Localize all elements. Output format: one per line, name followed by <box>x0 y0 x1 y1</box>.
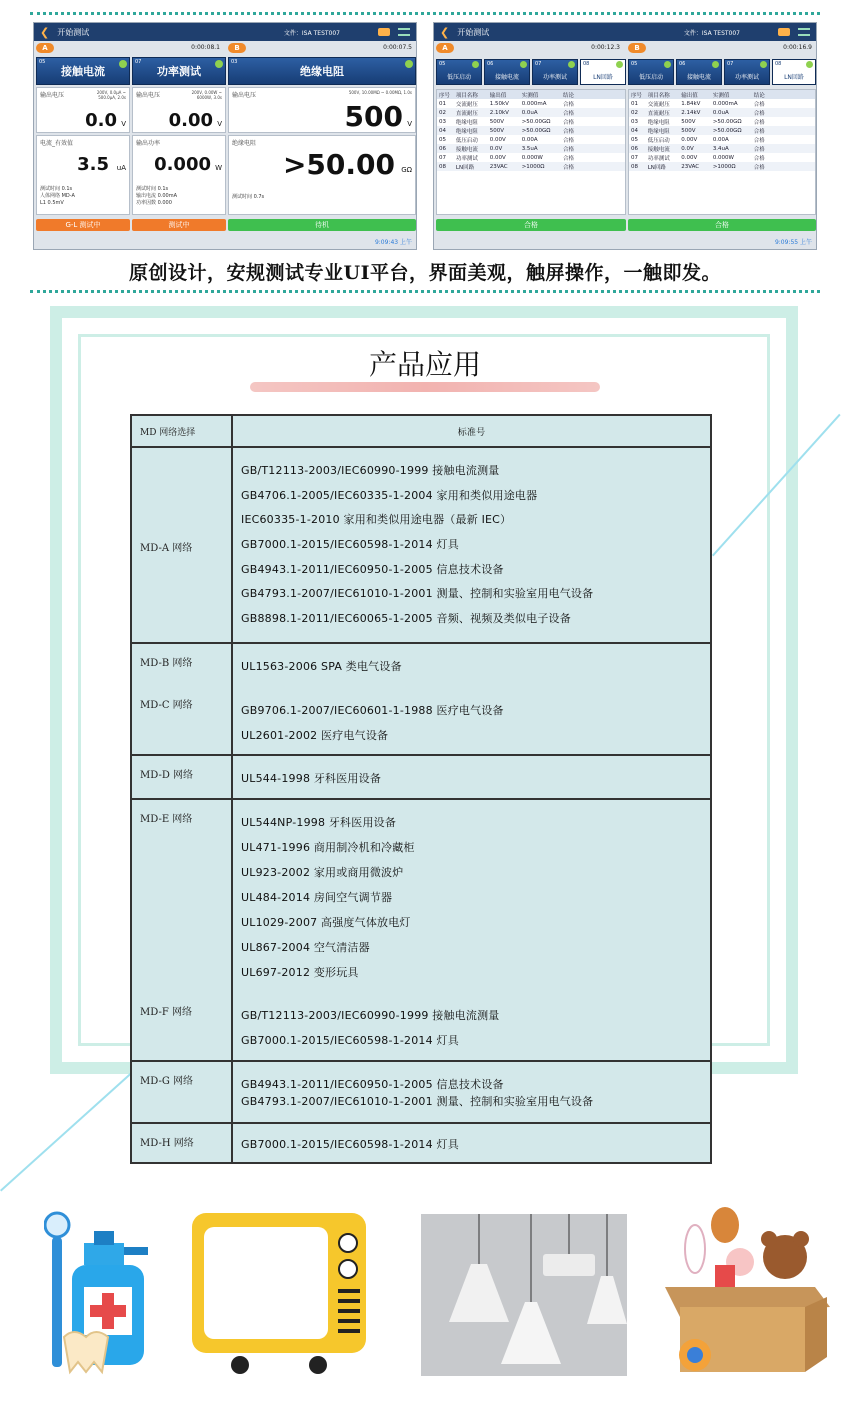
network-cell <box>132 1062 233 1122</box>
table-cell: 05 <box>631 136 638 143</box>
table-cell: 0.00A <box>521 136 538 143</box>
channel-b-tag: B <box>628 43 646 53</box>
standard-item: GB4943.1-2011/IEC60950-1-2005 信息技术设备 <box>241 563 504 576</box>
channel-a-time: 0:00:12.3 <box>591 44 620 51</box>
table-cell: 合格 <box>753 128 765 135</box>
table-cell: 500V <box>681 118 696 125</box>
table-cell: 04 <box>631 127 638 134</box>
footer-line: 测试时间 0.1s <box>40 186 73 192</box>
tab-number: 08 <box>775 61 782 67</box>
table-cell: >50.00GΩ <box>521 127 551 134</box>
network-cell <box>132 644 233 754</box>
table-cell: 2.14kV <box>681 109 701 116</box>
reading-spec: 200V, 0.00W ~ 6000W, 3.0s <box>191 90 222 100</box>
footer-line: 输出电流 0.00mA <box>136 193 178 199</box>
network-cell <box>132 1124 233 1162</box>
network-cell <box>132 756 233 798</box>
table-cell: 绝缘电阻 <box>455 119 478 126</box>
results-header-cell: 序号 <box>439 92 451 99</box>
title-underline-bar <box>250 382 600 392</box>
results-header-cell: 结论 <box>753 92 765 99</box>
table-cell: 合格 <box>753 164 765 171</box>
channel-b-tag: B <box>228 43 246 53</box>
device-screen-right <box>433 22 817 250</box>
pass-button-b[interactable]: 合格 <box>628 219 816 231</box>
table-row[interactable] <box>437 153 625 162</box>
network-label: MD-D 网络 <box>140 770 194 781</box>
header-standard-cell <box>233 416 710 446</box>
table-cell: 合格 <box>563 128 575 135</box>
table-row[interactable] <box>629 108 815 117</box>
tab-number: 05 <box>39 59 46 65</box>
standard-item: UL544-1998 牙科医用设备 <box>241 772 382 785</box>
footer-line: L1 0.5mV <box>40 200 64 206</box>
standards-cell <box>233 756 710 798</box>
table-cell: 03 <box>631 118 638 125</box>
header-standard: 标准号 <box>457 428 486 438</box>
standard-item: UL484-2014 房间空气调节器 <box>241 891 393 904</box>
standard-item: UL867-2004 空气清洁器 <box>241 941 370 954</box>
back-icon[interactable]: ❮ <box>440 25 450 39</box>
table-row[interactable] <box>437 99 625 108</box>
standards-table <box>130 414 712 1164</box>
reading-value: >50.00 <box>282 148 395 181</box>
table-cell: 绝缘电阻 <box>455 128 478 135</box>
table-cell: 2.10kV <box>489 109 509 116</box>
table-cell: 08 <box>631 163 638 170</box>
reading-spec: 500V, 10.00MΩ ~ 0.00MΩ, 1.0s <box>348 90 412 95</box>
network-label: MD-H 网络 <box>140 1138 194 1149</box>
reading-panel <box>36 87 130 133</box>
table-cell: 02 <box>439 109 446 116</box>
table-cell: 接触电流 <box>455 146 478 153</box>
table-cell: 23VAC <box>489 163 508 170</box>
tab-label: 接触电流 <box>61 65 105 78</box>
channel-a-time: 0:00:08.1 <box>191 44 220 51</box>
panel-footer <box>136 186 177 207</box>
back-icon[interactable]: ❮ <box>40 25 50 39</box>
standard-item: GB7000.1-2015/IEC60598-1-2014 灯具 <box>241 538 459 551</box>
standard-item: UL1029-2007 高强度气体放电灯 <box>241 916 411 929</box>
dental-care-icon <box>44 1207 154 1377</box>
standard-item: GB4793.1-2007/IEC61010-1-2001 测量、控制和实验室用电气设备 <box>241 1095 594 1108</box>
table-cell: 08 <box>439 163 446 170</box>
device-screen-left <box>33 22 417 250</box>
table-cell: 07 <box>439 154 446 161</box>
table-row[interactable] <box>437 162 625 171</box>
table-cell: 0.0uA <box>712 109 729 116</box>
results-header-cell: 输出值 <box>489 92 507 99</box>
table-cell: 合格 <box>753 119 765 126</box>
results-table-b <box>628 89 816 215</box>
tab-label: 接触电流 <box>686 74 711 81</box>
table-cell: 0.0V <box>489 145 503 152</box>
table-row[interactable] <box>629 135 815 144</box>
table-cell: 0.000W <box>521 154 543 161</box>
reading-unit: W <box>215 164 222 172</box>
results-header-cell: 结论 <box>563 92 575 99</box>
table-row[interactable] <box>629 99 815 108</box>
status-ok-icon <box>760 61 767 68</box>
table-cell: 03 <box>439 118 446 125</box>
tab-ln-loop[interactable] <box>772 59 816 85</box>
status-ok-icon <box>616 61 623 68</box>
table-cell: 05 <box>439 136 446 143</box>
table-cell: 合格 <box>753 146 765 153</box>
channel-b-time: 0:00:16.9 <box>783 44 812 51</box>
toy-box-icon <box>655 1207 830 1377</box>
table-cell: 3.4uA <box>712 145 729 152</box>
table-cell: 合格 <box>563 146 575 153</box>
television-icon <box>190 1207 370 1377</box>
standard-item: GB7000.1-2015/IEC60598-1-2014 灯具 <box>241 1138 459 1151</box>
results-header-row <box>437 90 625 99</box>
standard-item: UL471-1996 商用制冷机和冷藏柜 <box>241 841 415 854</box>
tab-contact-current[interactable] <box>676 59 722 85</box>
table-cell: LN回路 <box>455 164 475 171</box>
results-header-cell: 序号 <box>631 92 643 99</box>
tab-label: LN回路 <box>593 74 613 81</box>
standby-button[interactable]: 待机 <box>228 219 416 231</box>
file-name: 文件：ISA TEST007 <box>283 29 340 37</box>
status-ok-icon <box>520 61 527 68</box>
status-ok-icon <box>806 61 813 68</box>
reading-value: 0.0 <box>85 110 117 131</box>
table-row[interactable] <box>629 162 815 171</box>
table-cell: 0.00V <box>681 154 698 161</box>
table-cell: 合格 <box>563 155 575 162</box>
tab-number: 06 <box>487 61 494 67</box>
folder-icon[interactable] <box>778 28 790 36</box>
table-cell: 绝缘电阻 <box>647 119 670 126</box>
table-cell: 功率测试 <box>455 155 478 162</box>
reading-label: 电流_有效值 <box>40 140 74 147</box>
network-cell <box>132 448 233 642</box>
tab-number: 07 <box>535 61 542 67</box>
standard-item: UL1563-2006 SPA 类电气设备 <box>241 660 402 673</box>
channel-b-bar <box>228 43 416 55</box>
table-row[interactable] <box>629 117 815 126</box>
screen-clock: 9:09:43 上午 <box>374 239 412 246</box>
tab-number: 05 <box>439 61 446 67</box>
standard-item: GB4943.1-2011/IEC60950-1-2005 信息技术设备 <box>241 1078 504 1091</box>
results-table-a <box>436 89 626 215</box>
results-header-row <box>629 90 815 99</box>
table-cell: 500V <box>681 127 696 134</box>
standard-item: UL544NP-1998 牙科医用设备 <box>241 816 397 829</box>
menu-icon[interactable] <box>398 28 410 36</box>
reading-label: 绝缘电阻 <box>232 140 257 147</box>
tab-number: 07 <box>135 59 142 65</box>
status-ok-icon <box>215 60 223 68</box>
table-cell: 04 <box>439 127 446 134</box>
status-ok-icon <box>568 61 575 68</box>
table-cell: >50.00GΩ <box>521 118 551 125</box>
tab-number: 05 <box>631 61 638 67</box>
results-header-cell: 项目名称 <box>455 92 478 99</box>
network-cell <box>132 800 233 1060</box>
table-cell: 合格 <box>753 110 765 117</box>
table-cell: 02 <box>631 109 638 116</box>
standard-item: UL697-2012 变形玩具 <box>241 966 359 979</box>
reading-panel <box>228 135 416 215</box>
decorative-diagonal-line <box>0 1066 139 1191</box>
reading-panel <box>228 87 416 133</box>
network-label: MD-E 网络 <box>140 814 193 825</box>
table-row[interactable] <box>437 117 625 126</box>
tab-label: 功率测试 <box>734 74 759 81</box>
table-cell: 交流耐压 <box>455 101 478 108</box>
table-cell: >50.00GΩ <box>712 127 742 134</box>
tab-number: 06 <box>679 61 686 67</box>
section-title: 产品应用 <box>368 348 481 381</box>
table-cell: 0.00V <box>681 136 698 143</box>
reading-label: 输出电压 <box>136 92 161 99</box>
file-name: 文件：ISA TEST007 <box>683 29 740 37</box>
gl-testing-button[interactable]: G-L 测试中 <box>36 219 130 231</box>
channel-b-bar <box>628 43 816 55</box>
table-row[interactable] <box>437 126 625 135</box>
tab-low-voltage-start[interactable] <box>436 59 482 85</box>
reading-panel <box>132 135 226 215</box>
table-cell: 交流耐压 <box>647 101 670 108</box>
footer-line: 功率因数 0.000 <box>136 200 172 206</box>
tab-ln-loop[interactable] <box>580 59 626 85</box>
table-row[interactable] <box>437 135 625 144</box>
results-header-cell: 项目名称 <box>647 92 670 99</box>
table-cell: >50.00GΩ <box>712 118 742 125</box>
standards-cell <box>233 800 710 1060</box>
table-cell: 接触电流 <box>647 146 670 153</box>
reading-unit: GΩ <box>401 166 412 174</box>
table-header-row <box>132 416 710 446</box>
channel-a-tag: A <box>36 43 54 53</box>
tab-low-voltage-start[interactable] <box>628 59 674 85</box>
screen-title: 开始测试 <box>457 27 490 37</box>
table-cell: LN回路 <box>647 164 666 171</box>
table-row[interactable] <box>437 144 625 153</box>
network-label: MD-G 网络 <box>140 1076 193 1087</box>
tab-contact-current[interactable] <box>36 57 130 85</box>
table-cell: 0.0V <box>681 145 694 152</box>
tab-label: 低压启动 <box>446 74 471 81</box>
standard-item: GB4706.1-2005/IEC60335-1-2004 家用和类似用途电器 <box>241 489 538 502</box>
pass-button-a[interactable]: 合格 <box>436 219 626 231</box>
standard-item: GB4793.1-2007/IEC61010-1-2001 测量、控制和实验室用电气设备 <box>241 587 594 600</box>
table-cell: 01 <box>439 100 446 107</box>
caption: 原创设计，安规测试专业UI平台，界面美观，触屏操作，一触即发。 <box>129 262 721 284</box>
table-row[interactable] <box>437 108 625 117</box>
standard-item: GB/T12113-2003/IEC60990-1999 接触电流测量 <box>241 1009 500 1022</box>
table-cell: 06 <box>631 145 638 152</box>
footer-line: 测试时间 0.1s <box>136 186 169 192</box>
header-network-cell <box>132 416 233 446</box>
tab-number: 07 <box>727 61 734 67</box>
results-header-cell: 输出值 <box>681 92 698 99</box>
table-cell: 0.000mA <box>712 100 738 107</box>
table-cell: >1000Ω <box>712 163 736 170</box>
tab-number: 08 <box>583 61 590 67</box>
standard-item: GB9706.1-2007/IEC60601-1-1988 医疗电气设备 <box>241 704 504 717</box>
panel-footer <box>40 186 75 207</box>
table-cell: 低压启动 <box>647 137 670 144</box>
standard-item: GB7000.1-2015/IEC60598-1-2014 灯具 <box>241 1034 459 1047</box>
channel-a-tag: A <box>436 43 454 53</box>
tab-label: 功率测试 <box>157 65 201 78</box>
tab-number: 03 <box>231 59 238 65</box>
table-cell: 合格 <box>563 164 575 171</box>
table-cell: 06 <box>439 145 446 152</box>
tab-label: 绝缘电阻 <box>300 65 344 78</box>
standards-cell <box>233 1062 710 1122</box>
table-row[interactable] <box>629 126 815 135</box>
reading-unit: V <box>217 120 222 128</box>
results-header-cell: 实测值 <box>712 92 730 99</box>
screen-title: 开始测试 <box>57 27 90 37</box>
table-cell: 合格 <box>753 137 765 144</box>
table-cell: 1.50kV <box>489 100 509 107</box>
folder-icon[interactable] <box>378 28 390 36</box>
table-cell: 0.00A <box>712 136 729 143</box>
table-row[interactable] <box>629 153 815 162</box>
table-cell: 0.00V <box>489 154 506 161</box>
status-ok-icon <box>472 61 479 68</box>
table-row-md-g <box>132 1060 710 1122</box>
reading-unit: V <box>407 120 412 128</box>
reading-value: 500 <box>344 100 403 133</box>
table-cell: 0.000W <box>712 154 734 161</box>
table-cell: 0.0uA <box>521 109 538 116</box>
table-cell: 500V <box>489 127 504 134</box>
table-row-md-d <box>132 754 710 798</box>
reading-label: 输出功率 <box>136 140 161 147</box>
results-header-cell: 实测值 <box>521 92 539 99</box>
tab-power-test[interactable] <box>724 59 770 85</box>
reading-value: 0.00 <box>168 110 213 131</box>
table-cell: 合格 <box>753 155 765 162</box>
network-label: MD-F 网络 <box>140 1007 192 1018</box>
table-row-md-bc <box>132 642 710 754</box>
reading-unit: uA <box>116 164 126 172</box>
table-cell: 直流耐压 <box>455 110 478 117</box>
standards-cell <box>233 448 710 642</box>
table-cell: 0.00V <box>489 136 506 143</box>
header-network: MD 网络选择 <box>140 428 196 438</box>
reading-label: 输出电压 <box>232 92 257 99</box>
tab-label: 接触电流 <box>494 74 519 81</box>
channel-a-bar <box>436 43 624 55</box>
standard-item: GB/T12113-2003/IEC60990-1999 接触电流测量 <box>241 464 500 477</box>
table-cell: 低压启动 <box>455 137 478 144</box>
standard-item: GB8898.1-2011/IEC60065-1-2005 音频、视频及类似电子设备 <box>241 612 571 625</box>
table-cell: 23VAC <box>681 163 700 170</box>
table-cell: 合格 <box>563 110 575 117</box>
footer-line: 测试时间 0.7s <box>232 194 265 200</box>
reading-label: 输出电压 <box>40 92 65 99</box>
tab-insulation-resistance[interactable] <box>228 57 416 85</box>
table-cell: 绝缘电阻 <box>647 128 670 135</box>
table-cell: 3.5uA <box>521 145 538 152</box>
reading-value: 3.5 <box>77 154 109 175</box>
channel-b-time: 0:00:07.5 <box>383 44 412 51</box>
tab-label: LN回路 <box>784 74 804 81</box>
table-row-md-a <box>132 446 710 642</box>
tab-label: 低压启动 <box>638 74 663 81</box>
top-dotted-divider <box>30 12 820 15</box>
table-cell: 0.000mA <box>521 100 547 107</box>
footer-line: 人体网络 MD-A <box>40 193 75 199</box>
table-cell: 直流耐压 <box>647 110 670 117</box>
tab-label: 功率测试 <box>542 74 567 81</box>
reading-spec: 200V, 0.0μA ~ 500.0μA, 2.0s <box>96 90 126 100</box>
menu-icon[interactable] <box>798 28 810 36</box>
tab-contact-current[interactable] <box>484 59 530 85</box>
channel-a-bar <box>36 43 224 55</box>
caption-dotted-divider <box>30 290 820 293</box>
standard-item: IEC60335-1-2010 家用和类似用途电器（最新 IEC） <box>241 513 512 526</box>
table-cell: 合格 <box>563 119 575 126</box>
standards-cell <box>233 1124 710 1162</box>
table-cell: 合格 <box>563 101 575 108</box>
table-cell: 07 <box>631 154 638 161</box>
pendant-lamps-photo <box>421 1214 627 1376</box>
standard-item: UL923-2002 家用或商用微波炉 <box>241 866 404 879</box>
standards-cell <box>233 644 710 754</box>
reading-unit: V <box>121 120 126 128</box>
table-cell: 01 <box>631 100 638 107</box>
table-row[interactable] <box>629 144 815 153</box>
network-label: MD-C 网络 <box>140 700 193 711</box>
tab-power-test[interactable] <box>132 57 226 85</box>
table-cell: >1000Ω <box>521 163 545 170</box>
reading-panel <box>132 87 226 133</box>
reading-value: 0.000 <box>154 154 211 175</box>
table-row-md-h <box>132 1122 710 1162</box>
status-ok-icon <box>119 60 127 68</box>
network-label: MD-B 网络 <box>140 658 193 669</box>
reading-panel <box>36 135 130 215</box>
status-ok-icon <box>664 61 671 68</box>
table-cell: 1.84kV <box>681 100 701 107</box>
screen-title-bar <box>34 23 416 41</box>
network-label: MD-A 网络 <box>140 543 193 554</box>
screen-clock: 9:09:55 上午 <box>774 239 812 246</box>
table-cell: 合格 <box>563 137 575 144</box>
table-cell: 功率测试 <box>647 155 670 162</box>
status-ok-icon <box>405 60 413 68</box>
testing-button[interactable]: 测试中 <box>132 219 226 231</box>
status-ok-icon <box>712 61 719 68</box>
table-cell: 合格 <box>753 101 765 108</box>
standard-item: UL2601-2002 医疗电气设备 <box>241 729 389 742</box>
tab-power-test[interactable] <box>532 59 578 85</box>
screen-title-bar <box>434 23 816 41</box>
table-row-md-ef <box>132 798 710 1060</box>
table-cell: 500V <box>489 118 504 125</box>
